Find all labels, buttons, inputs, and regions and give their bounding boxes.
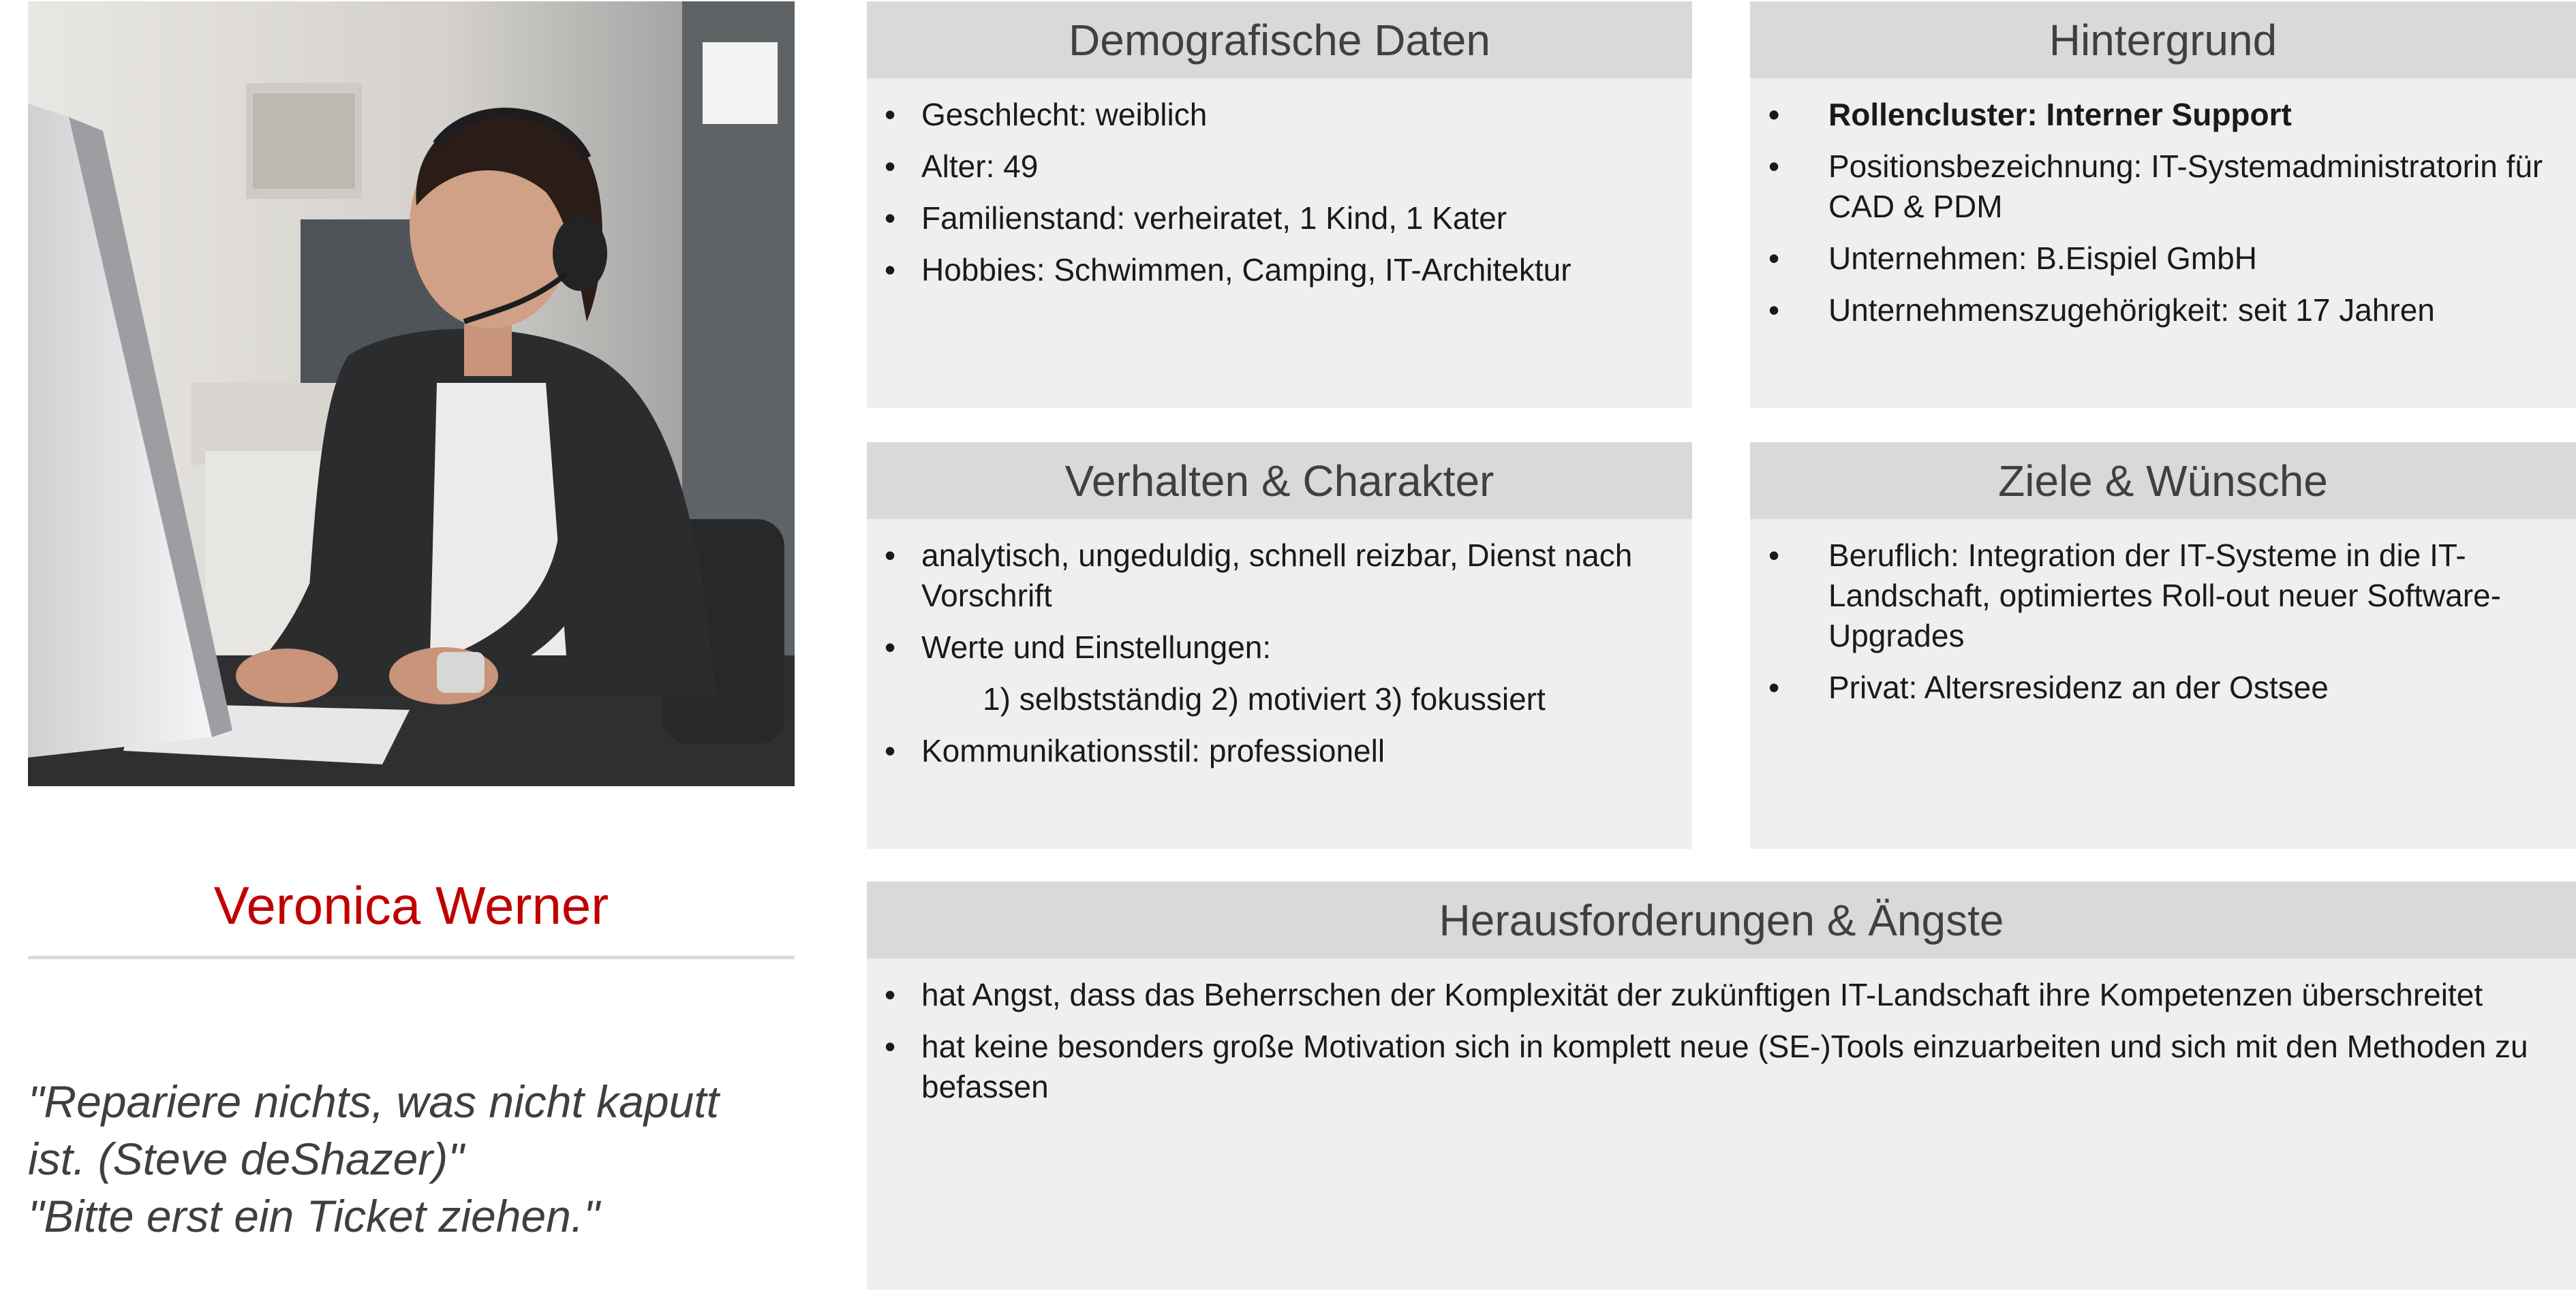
name-divider <box>28 956 795 959</box>
card-list <box>1750 78 2576 330</box>
list-item: • analytisch, ungeduldig, schnell reizbar, Dienst nach Vorschrift <box>884 538 1633 613</box>
list-item: • Positionsbezeichnung: IT-Systemadministratorin für CAD & PDM <box>1768 149 2543 224</box>
list-item: • Kommunikationsstil: professionell <box>884 733 1385 768</box>
persona-name: Veronica Werner <box>213 875 609 935</box>
card-list <box>867 959 2576 1107</box>
card-list <box>867 519 1692 771</box>
list-item: • Alter: 49 <box>884 149 1039 184</box>
card-hintergrund <box>1750 1 2576 408</box>
card-demografische-daten <box>867 1 1692 408</box>
card-list <box>867 78 1692 290</box>
list-item: • Geschlecht: weiblich <box>884 97 1208 132</box>
list-item: • Privat: Altersresidenz an der Ostsee <box>1768 670 2329 705</box>
list-item: • Werte und Einstellungen: <box>884 629 1272 665</box>
card-herausforderungen-aengste <box>867 882 2576 1290</box>
list-item: 1) selbstständig 2) motiviert 3) fokussiert <box>983 681 1546 717</box>
card-title: Ziele & Wünsche <box>1750 442 2576 519</box>
card-verhalten-charakter <box>867 442 1692 849</box>
card-title: Demografische Daten <box>867 1 1692 78</box>
list-item: • Rollencluster: Interner Support <box>1768 97 2292 132</box>
list-item: • Unternehmenszugehörigkeit: seit 17 Jahren <box>1768 292 2435 328</box>
quote-line: "Bitte erst ein Ticket ziehen." <box>28 1191 600 1241</box>
card-title: Hintergrund <box>1750 1 2576 78</box>
list-item: • hat Angst, dass das Beherrschen der Komplexität der zukünftigen IT-Landschaft ihre Kompetenzen überschreitet <box>884 977 2483 1012</box>
list-item: • Familienstand: verheiratet, 1 Kind, 1 Kater <box>884 200 1507 236</box>
card-list <box>1750 519 2576 708</box>
persona-quote <box>28 1073 795 1245</box>
list-item: • hat keine besonders große Motivation sich in komplett neue (SE-)Tools einzuarbeiten und sich mit den Methoden zu befassen <box>884 1029 2528 1104</box>
list-item: • Beruflich: Integration der IT-Systeme in die IT-Landschaft, optimiertes Roll-out neuer Software-Upgrades <box>1768 538 2501 653</box>
quote-line: "Repariere nichts, was nicht kaputt <box>28 1076 719 1127</box>
persona-photo-illustration <box>28 1 795 786</box>
persona-photo <box>28 1 795 786</box>
list-item: • Unternehmen: B.Eispiel GmbH <box>1768 240 2257 276</box>
quote-line: ist. (Steve deShazer)" <box>28 1134 464 1184</box>
card-title: Herausforderungen & Ängste <box>867 882 2576 959</box>
card-title: Verhalten & Charakter <box>867 442 1692 519</box>
card-ziele-wuensche <box>1750 442 2576 849</box>
list-item: • Hobbies: Schwimmen, Camping, IT-Architektur <box>884 252 1571 287</box>
